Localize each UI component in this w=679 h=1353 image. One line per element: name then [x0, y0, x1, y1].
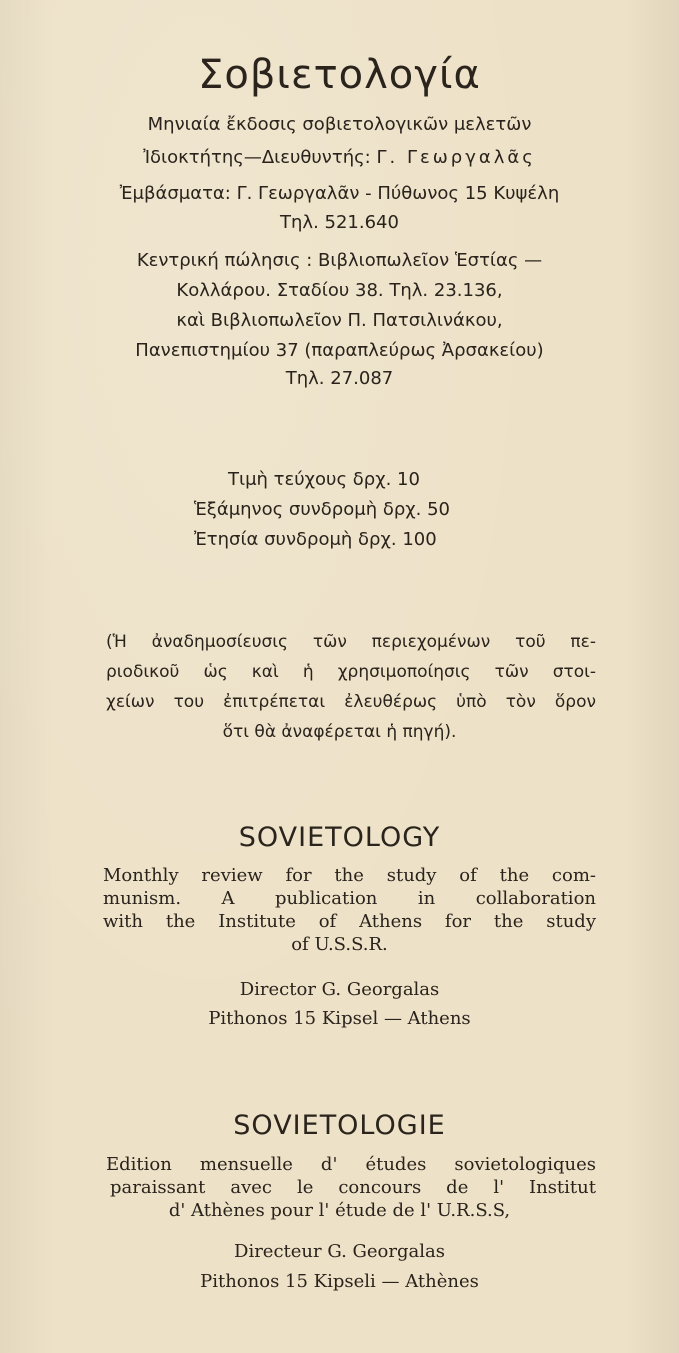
- greek-owner-label: Ἰδιοκτήτης—Διευθυντής:: [143, 147, 371, 168]
- english-desc-line-4: of U.S.S.R.: [291, 934, 388, 955]
- greek-sales-line-1: Κεντρική πώλησις : Βιβλιοπωλεῖον Ἑστίας —: [136, 250, 543, 271]
- english-desc-line-1: Monthly review for the study of the com-: [103, 865, 596, 886]
- greek-sales-line-5: Τηλ. 27.087: [285, 368, 394, 389]
- greek-phone: Τηλ. 521.640: [280, 212, 399, 233]
- english-title: SOVIETOLOGY: [238, 822, 441, 853]
- french-desc-line-3: d' Athènes pour l' étude de l' U.R.S.S,: [168, 1200, 511, 1221]
- greek-remittance: Ἐμβάσματα: Γ. Γεωργαλᾶν - Πύθωνος 15 Κυψέλη: [119, 183, 560, 204]
- french-address: Pithonos 15 Kipseli — Athènes: [200, 1271, 479, 1292]
- notice-line-3: χείων του ἐπιτρέπεται ἐλευθέρως ὑπὸ τὸν ὅρον: [106, 692, 596, 712]
- greek-sales-line-4: Πανεπιστημίου 37 (παραπλεύρως Ἀρσακείου): [135, 340, 544, 361]
- french-desc-line-1: Edition mensuelle d' études sovietologiques: [106, 1154, 596, 1175]
- greek-sales-line-3: καὶ Βιβλιοπωλεῖον Π. Πατσιλινάκου,: [176, 310, 503, 331]
- price-six-month: Ἑξάμηνος συνδρομὴ δρχ. 50: [194, 499, 451, 520]
- price-annual: Ἐτησία συνδρομὴ δρχ. 100: [194, 529, 437, 550]
- english-director: Director G. Georgalas: [239, 979, 440, 1000]
- french-director: Directeur G. Georgalas: [234, 1241, 445, 1262]
- notice-line-4: ὅτι θὰ ἀναφέρεται ἡ πηγή).: [222, 722, 457, 742]
- greek-subtitle: Μηνιαία ἔκδοσις σοβιετολογικῶν μελετῶν: [147, 114, 532, 135]
- greek-owner-name: Γ. Γεωργαλᾶς: [376, 147, 536, 168]
- french-title: SOVIETOLOGIE: [233, 1110, 446, 1141]
- price-issue: Τιμὴ τεύχους δρχ. 10: [228, 469, 420, 490]
- notice-line-1: (Ἡ ἀναδημοσίευσις τῶν περιεχομένων τοῦ πε-: [106, 632, 596, 652]
- english-desc-line-2: munism. A publication in collaboration: [103, 888, 596, 909]
- greek-title: Σοβιετολογία: [198, 52, 481, 98]
- greek-sales-line-2: Κολλάρου. Σταδίου 38. Τηλ. 23.136,: [176, 280, 503, 301]
- english-address: Pithonos 15 Kipsel — Athens: [208, 1008, 471, 1029]
- english-desc-line-3: with the Institute of Athens for the study: [103, 911, 596, 932]
- greek-owner-line: [0, 147, 679, 168]
- french-desc-line-2: paraissant avec le concours de l' Institut: [110, 1177, 596, 1198]
- notice-line-2: ριοδικοῦ ὡς καὶ ἡ χρησιμοποίησις τῶν στοι-: [106, 662, 596, 682]
